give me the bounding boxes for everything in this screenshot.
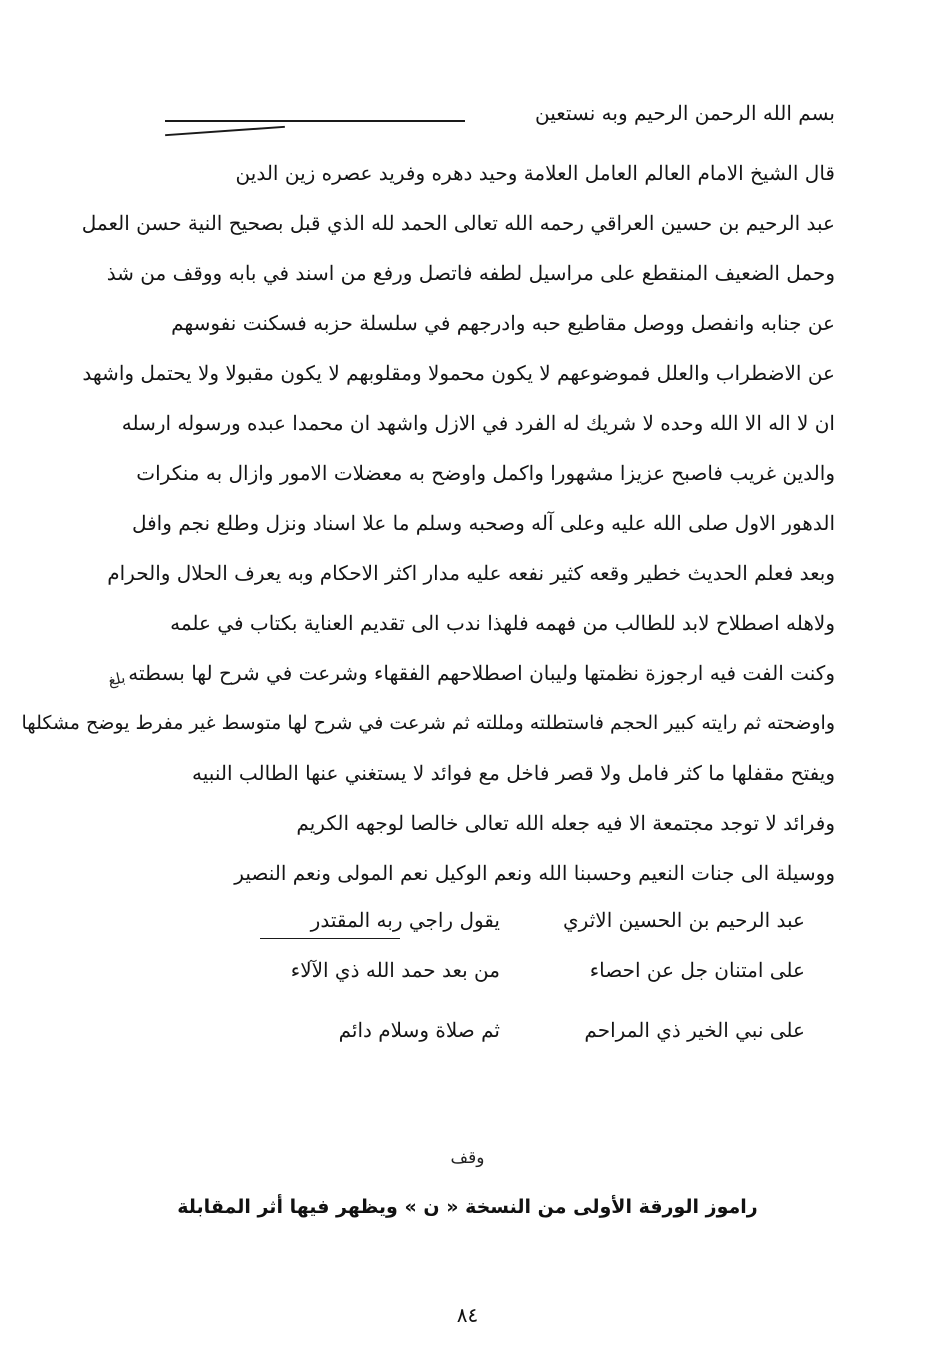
poem-hemistich-left: على نبي الخير ذي المراحم <box>584 1018 805 1042</box>
manuscript-line: عن جنابه وانفصل ووصل مقاطيع حبه وادرجهم في سلسلة حزبه فسكنت نفوسهم <box>171 311 835 335</box>
poem-hemistich-right: يقول راجي ربه المقتدر <box>310 908 500 932</box>
manuscript-line: ان لا اله الا الله وحده لا شريك له الفرد في الازل واشهد ان محمدا عبده ورسوله ارسله <box>121 411 835 435</box>
poem-stroke <box>260 938 400 939</box>
manuscript-line: واوضحته ثم رايته كبير الحجم فاستطلته ومللته ثم شرعت في شرح لها متوسط غير مفرط يوضح مشكلها <box>21 712 835 734</box>
basmala-flourish-stroke <box>165 126 285 136</box>
manuscript-line: والدين غريب فاصبح عزيزا مشهورا واكمل واوضح به معضلات الامور وازال به منكرات <box>136 461 835 485</box>
manuscript-line: وكنت الفت فيه ارجوزة نظمتها وليبان اصطلاحهم الفقهاء وشرعت في شرح لها بسطته <box>128 661 835 685</box>
margin-collation-note: بلغ <box>106 668 127 690</box>
manuscript-line: ويفتح مقفلها ما كثر فامل ولا قصر فاخل مع فوائد لا يستغني عنها الطالب النبيه <box>192 761 835 785</box>
manuscript-line: الدهور الاول صلى الله عليه وعلى آله وصحبه وسلم ما علا اسناد ونزل وطلع نجم وافل <box>131 511 835 535</box>
manuscript-line: ووسيلة الى جنات النعيم وحسبنا الله ونعم الوكيل نعم المولى ونعم النصير <box>234 861 835 885</box>
poem-hemistich-left: عبد الرحيم بن الحسين الاثري <box>563 908 805 932</box>
manuscript-line: عن الاضطراب والعلل فموضوعهم لا يكون محمولا ومقلوبهم لا يكون مقبولا ولا يحتمل واشهد <box>82 361 835 385</box>
poem-hemistich-left: على امتنان جل عن احصاء <box>589 958 805 982</box>
manuscript-line: عبد الرحيم بن حسين العراقي رحمه الله تعالى الحمد لله الذي قبل بصحيح النية حسن العمل <box>81 211 835 235</box>
manuscript-line: قال الشيخ الامام العالم العامل العلامة وحيد دهره وفريد عصره زين الدين <box>235 161 835 185</box>
poem-hemistich-right: ثم صلاة وسلام دائم <box>338 1018 500 1042</box>
manuscript-stamp: وقف <box>450 1148 485 1168</box>
page-number: ٨٤ <box>456 1303 479 1327</box>
poem-hemistich-right: من بعد حمد الله ذي الآلاء <box>290 958 500 982</box>
basmala-line: بسم الله الرحمن الرحيم وبه نستعين <box>534 101 835 125</box>
manuscript-line: وفرائد لا توجد مجتمعة الا فيه جعله الله تعالى خالصا لوجهه الكريم <box>296 811 835 835</box>
manuscript-image <box>21 90 835 1090</box>
basmala-extension-stroke <box>165 120 465 122</box>
manuscript-line: وبعد فعلم الحديث خطير وقعه كثير نفعه عليه مدار اكثر الاحكام وبه يعرف الحلال والحرام <box>107 561 835 585</box>
manuscript-line: وحمل الضعيف المنقطع على مراسيل لطفه فاتصل ورفع من اسند في بابه ووقف من شذ <box>106 261 835 285</box>
figure-caption: راموز الورقة الأولى من النسخة « ن » ويظهر فيها أثر المقابلة <box>177 1196 758 1218</box>
manuscript-line: ولاهله اصطلاح لابد للطالب من فهمه فلهذا ندب الى تقديم العناية بكتاب في علمه <box>170 611 835 635</box>
